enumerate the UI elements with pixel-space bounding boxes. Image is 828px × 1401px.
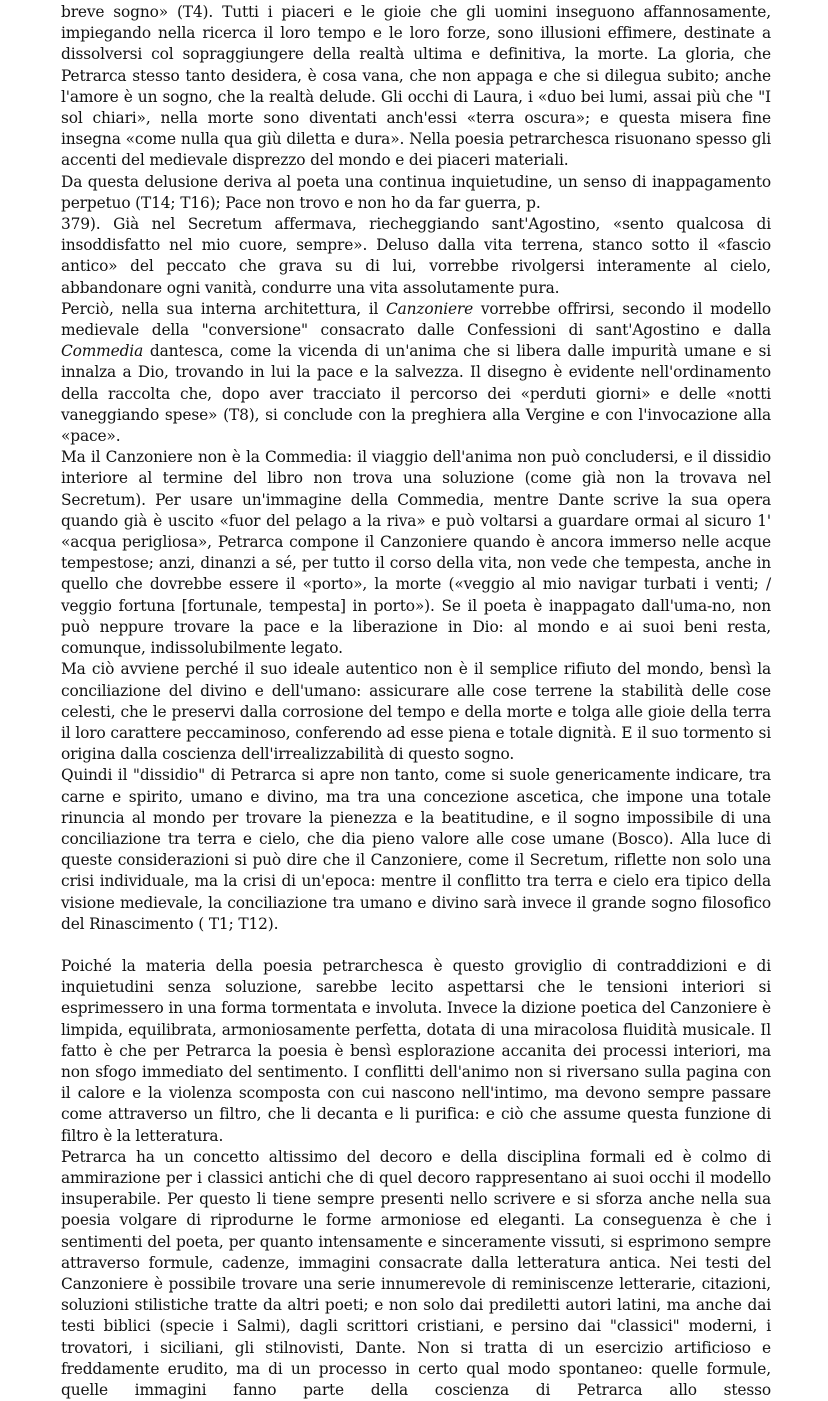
text-span: Petrarca ha un concetto altissimo del decoro e della disciplina formali ed è colmo di ammirazione per i classici antichi che di quel decoro rappresentano ai suoi occhi il modello insuperabile. Per questo li tiene sempre presenti nello scrivere e si sforza anche nella sua poesia volgare di riprodurne le forme armoniose ed eleganti. La conseguenza è che i sentimenti del poeta, per quanto intensamente e sinceramente vissuti, si esprimono sempre attraverso formule, cadenze, immagini consacrate dalla letteratura antica. Nei testi del Canzoniere è possibile trovare una serie innumerevole di reminiscenze letterarie, citazioni, soluzioni stilistiche tratte da altri poeti; e non solo dai prediletti autori latini, ma anche dai testi biblici (specie i Salmi), dagli scrittori cristiani, e persino dai "classici" moderni, i trovatori, i siciliani, gli stilnovisti, Dante. Non si tratta di un esercizio artificioso e freddamente erudito, ma di un processo in certo qual modo spontaneo: quelle formule, quelle immagini fanno parte della coscienza di Petrarca allo stesso [61,1147,771,1399]
document-page [61,2,771,1401]
text-span: dantesca, come la vicenda di un'anima che si libera dalle impurità umane e si innalza a Dio, trovando in lui la pace e la salvezza. Il disegno è evidente nell'ordinamento della raccolta che, dopo aver tracciato il percorso dei «perduti giorni» e delle «notti vaneggiando spese» (T8), si conclude con la preghiera alla Vergine e con l'invocazione alla «pace». [61,342,771,446]
text-span: Poiché la materia della poesia petrarchesca è questo groviglio di contraddizioni e di inquietudini senza soluzione, sarebbe lecito aspettarsi che le tensioni interiori si esprimessero in una forma tormentata e involuta. Invece la dizione poetica del Canzoniere è limpida, equilibrata, armoniosamente perfetta, dotata di una miracolosa fluidità musicale. Il fatto è che per Petrarca la poesia è bensì esplorazione accanita dei processi interiori, ma non sfogo immediato del sentimento. I conflitti dell'animo non si riversano sulla pagina con il calore e la violenza scomposta con cui nascono nell'intimo, ma devono sempre passare come attraverso un filtro, che li decanta e li purifica: e ciò che assume questa funzione di filtro è la letteratura. [61,956,771,1145]
paragraph-4 [61,299,771,447]
text-span: Da questa delusione deriva al poeta una continua inquietudine, un senso di inappagamento perpetuo (T14; T16); Pace non trovo e non ho da far guerra, p. [61,172,771,212]
text-span: breve sogno» (T4). Tutti i piaceri e le gioie che gli uomini inseguono affannosamente, impiegando nella ricerca il loro tempo e le loro forze, sono illusioni effimere, destinate a dissolversi col sopraggiungere della realtà ultima e definitiva, la morte. La gloria, che Petrarca stesso tanto desidera, è cosa vana, che non appaga e che si dilegua subito; anche l'amore è un sogno, che la realtà delude. Gli occhi di Laura, i «duo bei lumi, assai più che "I sol chiari», nella morte sono diventati anch'essi «terra oscura»; e questa misera fine insegna «come nulla qua giù diletta e dura». Nella poesia petrarchesca risuonano spesso gli accenti del medievale disprezzo del mondo e dei piaceri materiali. [61,3,771,170]
paragraph-3 [61,214,771,299]
paragraph-7 [61,765,771,935]
text-span: Perciò, nella sua interna architettura, il [61,299,386,318]
text-span: 379). Già nel Secretum affermava, riecheggiando sant'Agostino, «sento qualcosa di insoddisfatto nel mio cuore, sempre». Deluso dalla vita terrena, stanco sotto il «fascio antico» del peccato che grava su di lui, vorrebbe rivolgersi interamente al cielo, abbandonare ogni vanità, condurre una vita assolutamente pura. [61,215,771,297]
italic-title: Commedia [61,342,144,361]
paragraph-8 [61,956,771,1147]
paragraph-2 [61,172,771,214]
text-span: Quindi il "dissidio" di Petrarca si apre non tanto, come si suole genericamente indicare, tra carne e spirito, umano e divino, ma tra una concezione ascetica, che impone una totale rinuncia al mondo per trovare la pienezza e la beatitudine, e il sogno impossibile di una conciliazione tra terra e cielo, che dia pieno valore alle cose umane (Bosco). Alla luce di queste considerazioni si può dire che il Canzoniere, come il Secretum, riflette non solo una crisi individuale, ma la crisi di un'epoca: mentre il conflitto tra terra e cielo era tipico della visione medievale, la conciliazione tra umano e divino sarà invece il grande sogno filosofico del Rinascimento ( T1; T12). [61,766,771,933]
paragraph-9 [61,1147,771,1401]
text-span: Ma ciò avviene perché il suo ideale autentico non è il semplice rifiuto del mondo, bensì la conciliazione del divino e dell'umano: assicurare alle cose terrene la stabilità delle cose celesti, che le preservi dalla corrosione del tempo e della morte e tolga alle gioie della terra il loro carattere peccaminoso, conferendo ad esse piena e totale dignità. E il suo tormento si origina dalla coscienza dell'irrealizzabilità di questo sogno. [61,660,771,764]
paragraph-1 [61,2,771,172]
paragraph-5 [61,447,771,659]
italic-title: Canzoniere [385,299,474,318]
paragraph-6 [61,659,771,765]
text-span: Ma il Canzoniere non è la Commedia: il viaggio dell'anima non può concludersi, e il dissidio interiore al termine del libro non trova una soluzione (come già non la trovava nel Secretum). Per usare un'immagine della Commedia, mentre Dante scrive la sua opera quando già è uscito «fuor del pelago a la riva» e può voltarsi a guardare ormai al sicuro 1' «acqua perigliosa», Petrarca compone il Canzoniere quando è ancora immerso nelle acque tempestose; anzi, dinanzi a sé, per tutto il corso della vita, non vede che tempesta, anche in quello che dovrebbe essere il «porto», la morte («veggio al mio navigar turbati i venti; / veggio fortuna [fortunale, tempesta] in porto»). Se il poeta è inappagato dall'uma-no, non può neppure trovare la pace e la liberazione in Dio: al mondo e ai suoi beni resta, comunque, indissolubilmente legato. [61,448,771,658]
text-span: vorrebbe offrirsi, secondo il modello medievale della "conversione" consacrato dalle Confessioni di sant'Agostino e dalla [61,299,771,340]
